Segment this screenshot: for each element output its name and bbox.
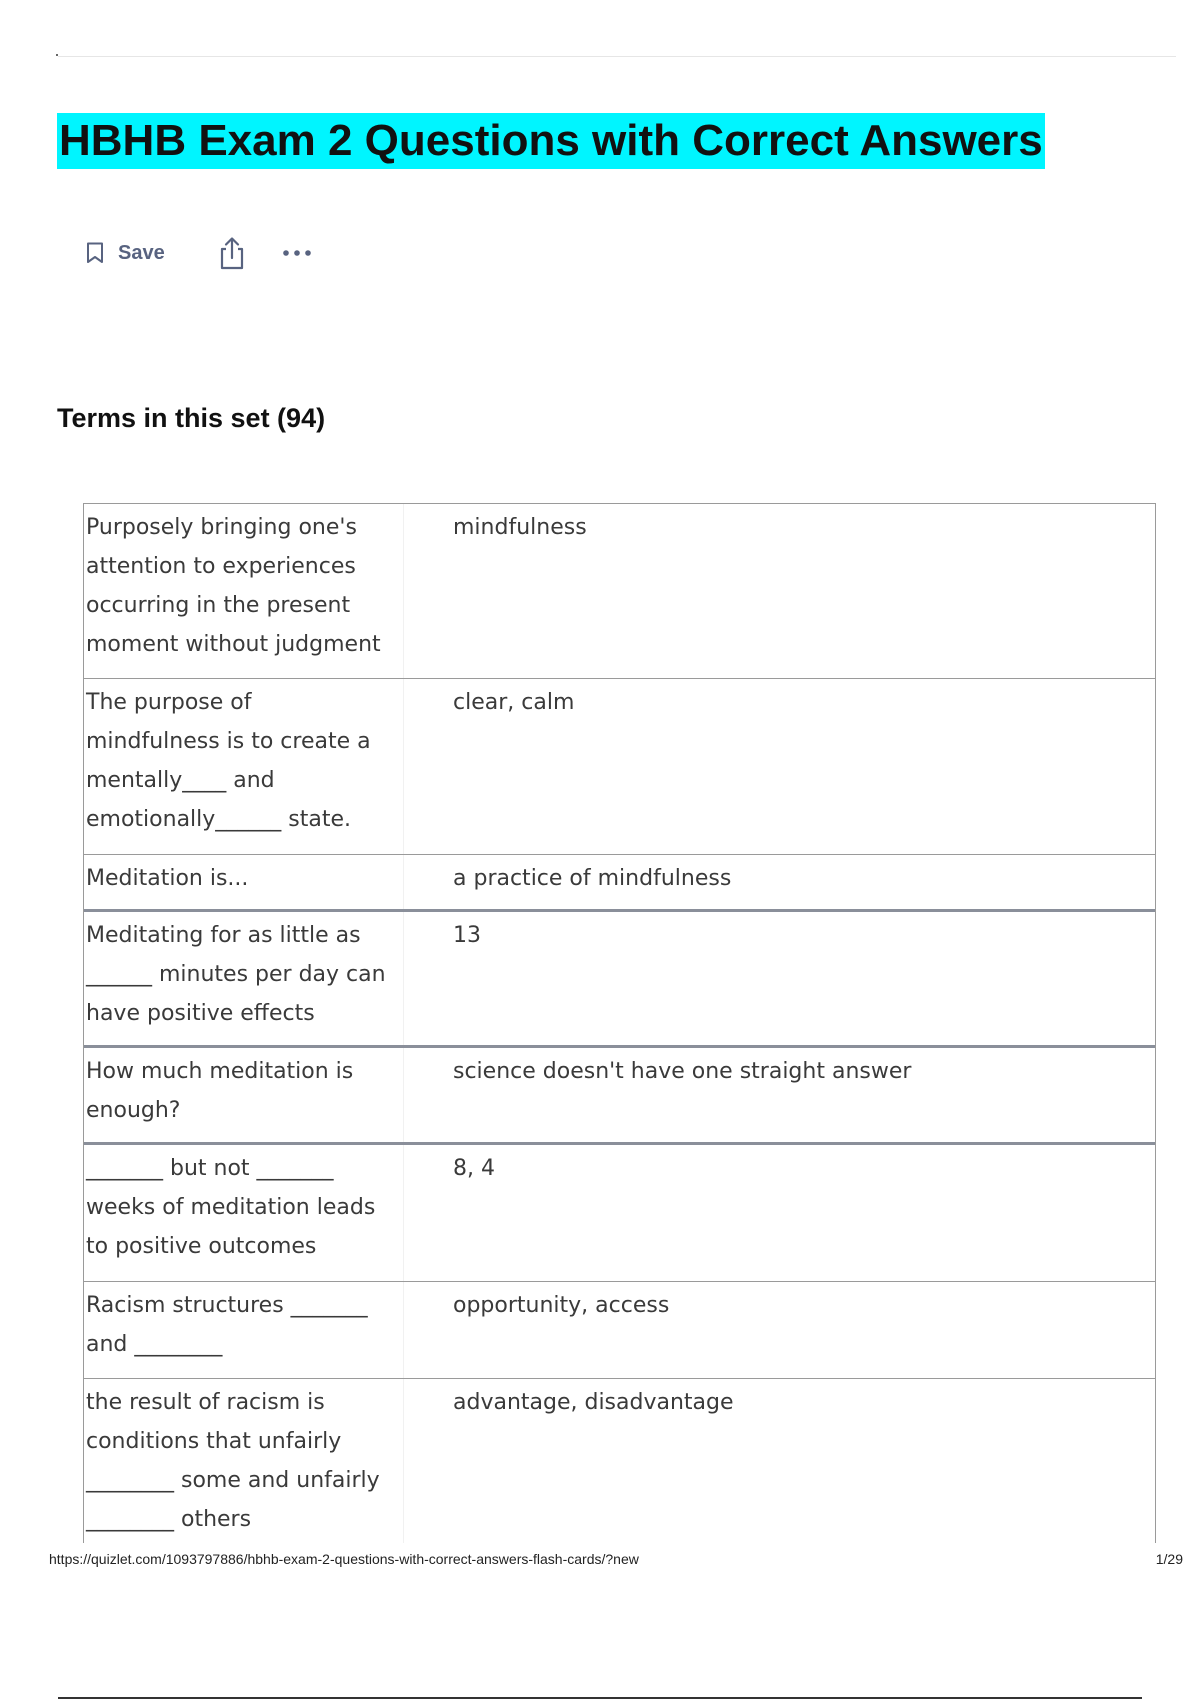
share-button[interactable] [217,236,247,270]
bookmark-icon [86,242,104,264]
definition-text: 8, 4 [453,1156,495,1181]
terms-table [83,503,1156,1543]
definition-text: 13 [453,923,481,948]
term-text: Meditation is... [84,855,404,909]
page-title: HBHB Exam 2 Questions with Correct Answers [57,113,1045,169]
term-text: _______ but not _______ weeks of meditation leads to positive outcomes [84,1145,404,1281]
term-row [84,1282,1155,1379]
footer-url: https://quizlet.com/1093797886/hbhb-exam-2-questions-with-correct-answers-flash-cards/?new [49,1551,639,1567]
term-row [84,504,1155,679]
term-row [84,1379,1155,1543]
more-icon [281,246,313,260]
definition-text: a practice of mindfulness [453,866,732,891]
terms-heading: Terms in this set (94) [57,403,326,433]
share-icon [217,236,247,270]
definition-text: science doesn't have one straight answer [453,1059,912,1084]
save-label: Save [118,241,165,264]
top-divider [58,56,1176,57]
title-container [57,113,1045,169]
term-row [84,1145,1155,1282]
definition-text: opportunity, access [453,1293,670,1318]
definition-text: clear, calm [453,690,575,715]
term-text: The purpose of mindfulness is to create a mentally____ and emotionally______ state. [84,679,404,854]
term-text: the result of racism is conditions that unfairly ________ some and unfairly ________ others [84,1379,404,1543]
toolbar [86,236,313,270]
definition-text: mindfulness [453,515,587,540]
term-row [84,912,1155,1048]
footer-page-number: 1/29 [1155,1551,1183,1567]
term-text: How much meditation is enough? [84,1048,404,1142]
term-text: Meditating for as little as ______ minutes per day can have positive effects [84,912,404,1045]
definition-text: advantage, disadvantage [453,1390,734,1415]
term-row [84,1048,1155,1145]
more-options-button[interactable] [281,246,313,260]
term-row [84,855,1155,912]
term-row [84,679,1155,855]
save-button[interactable] [86,242,165,265]
bottom-divider [58,1697,1142,1699]
term-text: Racism structures _______ and ________ [84,1282,404,1378]
term-text: Purposely bringing one's attention to experiences occurring in the present moment without judgment [84,504,404,678]
